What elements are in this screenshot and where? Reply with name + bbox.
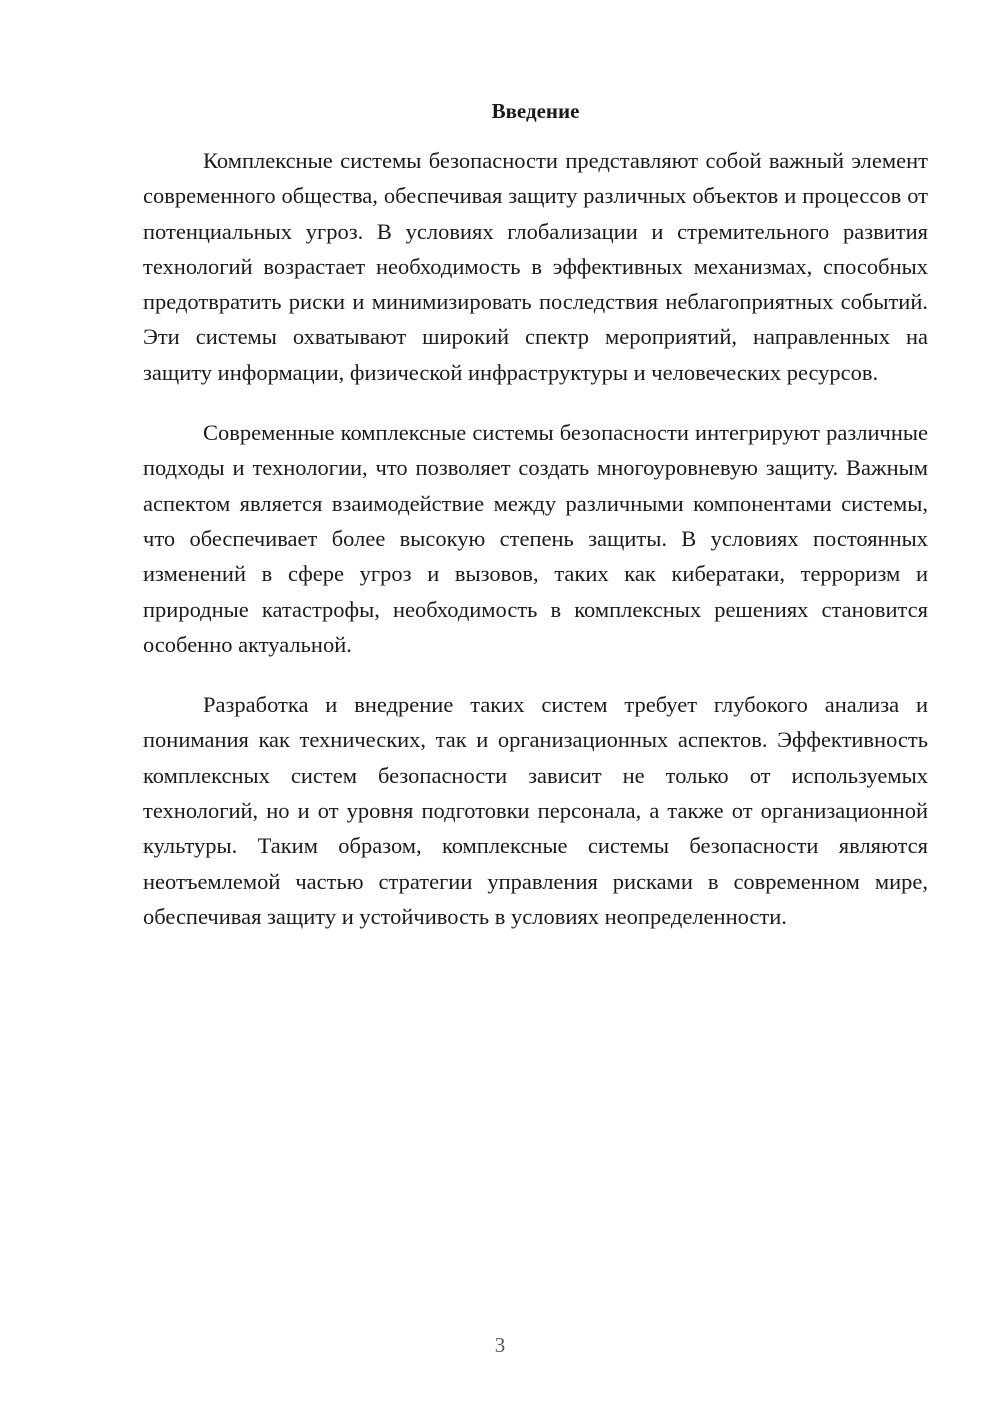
paragraph-1: Комплексные системы безопасности представляют собой важный элемент современного общества, обеспечивая защиту различных объектов и процессов от потенциальных угроз. В условиях глобализации и стремительного развития технологий возрастает необходимость в эффективных механизмах, способных предотвратить риски и минимизировать последствия неблагоприятных событий. Эти системы охватывают широкий спектр мероприятий, направленных на защиту информации, физической инфраструктуры и человеческих ресурсов.	[143, 148, 928, 385]
section-title: Введение	[491, 99, 580, 123]
page-content	[143, 94, 928, 959]
paragraph-2: Современные комплексные системы безопасности интегрируют различные подходы и технологии, что позволяет создать многоуровневую защиту. Важным аспектом является взаимодействие между различными компонентами системы, что обеспечивает более высокую степень защиты. В условиях постоянных изменений в сфере угроз и вызовов, таких как кибератаки, терроризм и природные катастрофы, необходимость в комплексных решениях становится особенно актуальной.	[143, 420, 928, 657]
page-number: 3	[494, 1333, 506, 1357]
paragraph-3: Разработка и внедрение таких систем требует глубокого анализа и понимания как технических, так и организационных аспектов. Эффективность комплексных систем безопасности зависит не только от используемых технологий, но и от уровня подготовки персонала, а также от организационной культуры. Таким образом, комплексные системы безопасности являются неотъемлемой частью стратегии управления рисками в современном мире, обеспечивая защиту и устойчивость в условиях неопределенности.	[143, 692, 928, 929]
